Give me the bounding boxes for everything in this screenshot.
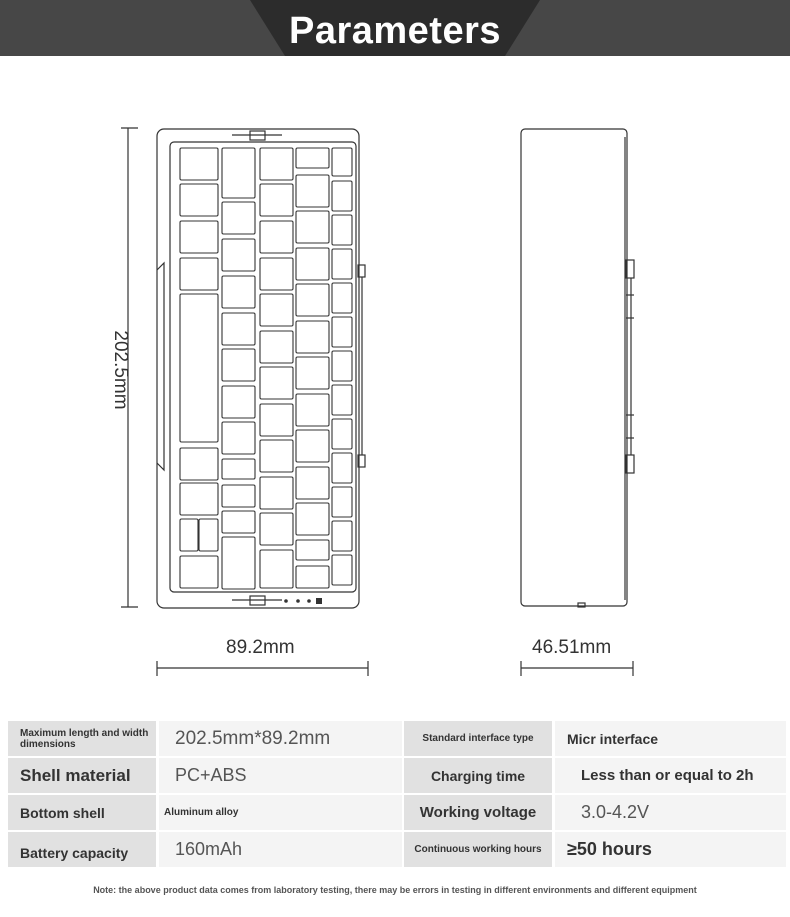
key-outline <box>260 513 293 545</box>
spec-row <box>8 832 786 867</box>
page-title: Parameters <box>288 10 502 52</box>
key-outline <box>260 550 293 588</box>
key-outline <box>180 556 218 588</box>
disclaimer-note: Note: the above product data comes from laboratory testing, there may be errors in testing in different environments and different equipment <box>93 885 697 895</box>
key-outline <box>260 294 293 326</box>
key-outline <box>332 487 352 517</box>
spec-value-2: 3.0-4.2V <box>555 795 786 830</box>
key-outline <box>260 477 293 509</box>
key-outline <box>296 430 329 462</box>
spec-row <box>8 758 786 793</box>
key-outline <box>332 453 352 483</box>
spec-row <box>8 795 786 830</box>
spec-value: 160mAh <box>159 832 402 867</box>
spec-label-2: Charging time <box>404 758 552 793</box>
key-outline <box>222 386 255 418</box>
key-outline <box>180 148 218 180</box>
key-outline <box>296 248 329 280</box>
key-outline <box>296 321 329 353</box>
key-outline <box>180 221 218 253</box>
key-outline <box>296 394 329 426</box>
key-outline <box>332 351 352 381</box>
key-outline <box>296 357 329 389</box>
key-outline <box>296 540 329 560</box>
key-outline <box>332 385 352 415</box>
spec-label-2: Standard interface type <box>404 721 552 756</box>
key-outline <box>296 211 329 243</box>
spec-label: Shell material <box>8 758 156 793</box>
key-outline <box>222 148 255 198</box>
spec-label-2: Working voltage <box>404 795 552 830</box>
key-outline <box>260 367 293 399</box>
key-outline <box>180 184 218 216</box>
spec-label: Maximum length and width dimensions <box>8 721 156 756</box>
key-outline <box>222 276 255 308</box>
spec-value-2: Micr interface <box>555 721 786 756</box>
key-outline <box>180 258 218 290</box>
key-outline <box>222 485 255 507</box>
spec-label: Battery capacity <box>8 832 156 867</box>
key-outline <box>332 419 352 449</box>
key-outline <box>332 283 352 313</box>
key-outline <box>260 221 293 253</box>
key-outline <box>180 519 198 551</box>
key-outline <box>260 184 293 216</box>
key-outline <box>222 511 255 533</box>
key-outline <box>260 331 293 363</box>
width-dimension-label: 89.2mm <box>226 637 295 658</box>
key-outline <box>296 566 329 588</box>
key-outline <box>222 349 255 381</box>
key-outline <box>296 467 329 499</box>
key-outline <box>260 258 293 290</box>
thickness-dimension-label: 46.51mm <box>532 637 612 658</box>
key-outline <box>332 215 352 245</box>
key-outline <box>222 239 255 271</box>
key-outline <box>260 404 293 436</box>
spec-value: 202.5mm*89.2mm <box>159 721 402 756</box>
key-outline <box>222 422 255 454</box>
key-outline <box>332 317 352 347</box>
key-outline <box>296 284 329 316</box>
key-outline <box>222 459 255 479</box>
key-outline <box>296 175 329 207</box>
key-outline <box>222 537 255 589</box>
key-outline <box>222 202 255 234</box>
key-outline <box>199 519 218 551</box>
spec-value: Aluminum alloy <box>159 795 402 830</box>
key-outline <box>332 555 352 585</box>
key-outline <box>180 294 218 442</box>
spec-label: Bottom shell <box>8 795 156 830</box>
key-outline <box>222 313 255 345</box>
key-outline <box>260 148 293 180</box>
key-outline <box>332 521 352 551</box>
spec-row <box>8 721 786 756</box>
spec-value: PC+ABS <box>159 758 402 793</box>
key-outline <box>332 249 352 279</box>
key-outline <box>260 440 293 472</box>
spec-value-2: ≥50 hours <box>555 832 786 867</box>
spec-value-2: Less than or equal to 2h <box>555 758 786 793</box>
key-outline <box>332 181 352 211</box>
spec-label-2: Continuous working hours <box>404 832 552 867</box>
spec-table <box>8 721 786 869</box>
key-outline <box>296 503 329 535</box>
key-outline <box>180 448 218 480</box>
key-outline <box>296 148 329 168</box>
height-dimension-label: 202.5mm <box>110 330 131 410</box>
key-outline <box>180 483 218 515</box>
key-outline <box>332 148 352 176</box>
